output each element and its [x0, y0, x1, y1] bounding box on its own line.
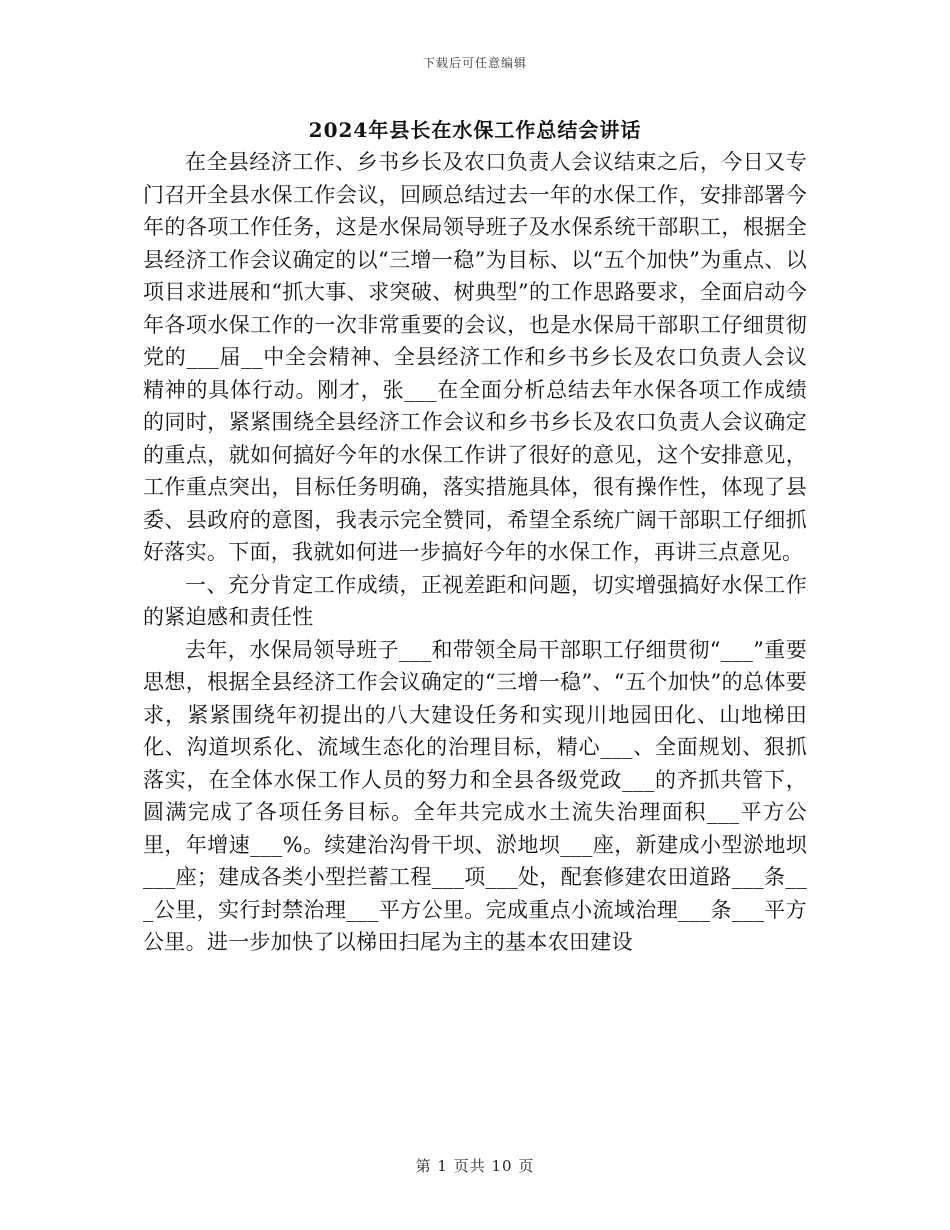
page-footer: 第 1 页共 10 页: [415, 1157, 535, 1175]
paragraph-achievements: 去年，水保局领导班子___和带领全局干部职工仔细贯彻“___”重要思想，根据全县经济工作会议确定的“三增一稳”、“五个加快”的总体要求，紧紧围绕年初提出的八大建设任务和实现川地园田化、山地梯田化、沟道坝系化、流域生态化的治理目标，精心___、全面规划、狠抓落实，在全体水保工作人员的努力和全县各级党政___的齐抓共管下，圆满完成了各项任务目标。全年共完成水土流失治理面积___平方公里，年增速___%。续建治沟骨干坝、淤地坝___座，新建成小型淤地坝___座；建成各类小型拦蓄工程___项___处，配套修建农田道路___条___公里，实行封禁治理___平方公里。完成重点小流域治理___条___平方公里。进一步加快了以梯田扫尾为主的基本农田建设: [143, 637, 807, 954]
paragraph-intro: 在全县经济工作、乡书乡长及农口负责人会议结束之后，今日又专门召开全县水保工作会议，回顾总结过去一年的水保工作，安排部署今年的各项工作任务，这是水保局领导班子及水保系统干部职工，根据全县经济工作会议确定的以“三增一稳”为目标、以“五个加快”为重点、以项目求进展和“抓大事、求突破、树典型”的工作思路要求，全面启动今年各项水保工作的一次非常重要的会议，也是水保局干部职工仔细贯彻党的___届__中全会精神、全县经济工作和乡书乡长及农口负责人会议精神的具体行动。刚才，张___在全面分析总结去年水保各项工作成绩的同时，紧紧围绕全县经济工作会议和乡书乡长及农口负责人会议确定的重点，就如何搞好今年的水保工作讲了很好的意见，这个安排意见，工作重点突出，目标任务明确，落实措施具体，很有操作性，体现了县委、县政府的意图，我表示完全赞同，希望全系统广阔干部职工仔细抓好落实。下面，我就如何进一步搞好今年的水保工作，再讲三点意见。: [143, 150, 807, 564]
header-note: 下载后可任意编辑: [422, 56, 527, 70]
paragraph-section-heading: 一、充分肯定工作成绩，正视差距和问题，切实增强搞好水保工作的紧迫感和责任性: [143, 572, 807, 629]
document-title: 2024年县长在水保工作总结会讲话: [308, 118, 642, 142]
document-body: [143, 146, 807, 959]
